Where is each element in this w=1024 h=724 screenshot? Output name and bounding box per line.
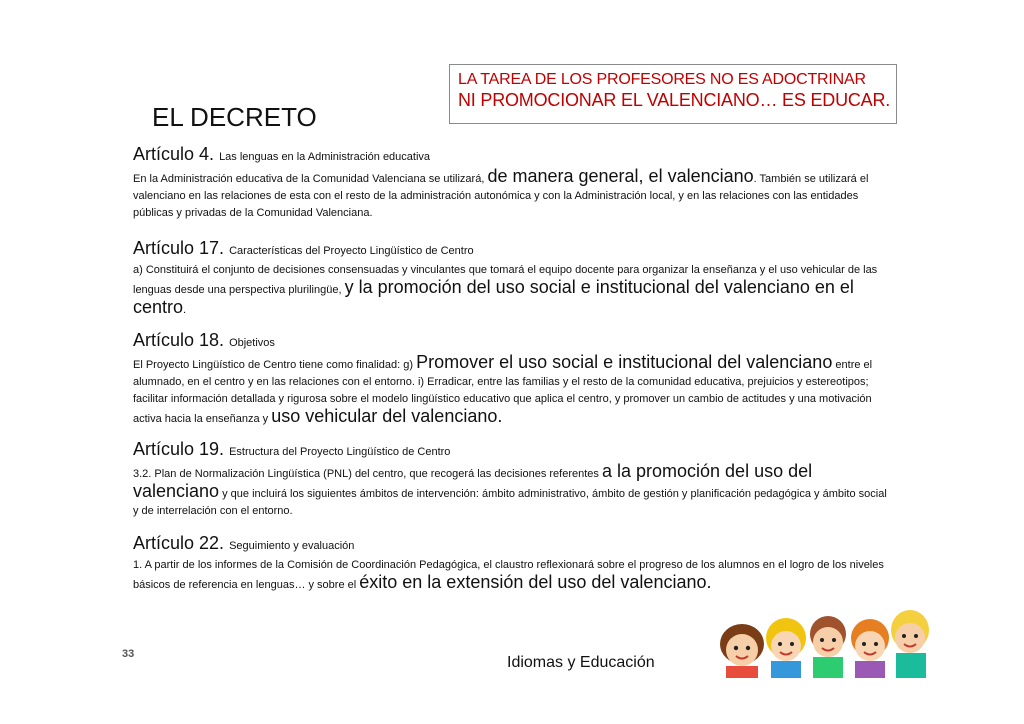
page-number: 33: [122, 648, 135, 660]
article-17: [133, 237, 893, 319]
article-4-highlight: de manera general, el valenciano: [487, 166, 754, 186]
article-17-subtitle: Características del Proyecto Lingüístico de Centro: [229, 245, 474, 257]
decree-articles: [133, 143, 893, 594]
child-3: [810, 616, 846, 678]
article-22-subtitle: Seguimiento y evaluación: [229, 540, 355, 552]
article-19-text-1: 3.2. Plan de Normalización Lingüística (PNL) del centro, que recogerá las decisiones referentes: [133, 468, 599, 480]
article-18-text-2: entre el alumnado, en el centro y en las relaciones con el entorno. i) Erradicar, entre las familias y el resto de la comunidad educativa, prejuicios y estereotipos; facilitar información detallada y rigurosa sobre el modelo lingüístico educativo que aplica el centro, y promover un cambio de actitudes y una motivación activa hacia la enseñanza y: [133, 359, 873, 425]
article-18-highlight-1: Promover el uso social e institucional del valenciano: [416, 352, 833, 372]
callout-box: [449, 64, 897, 124]
article-22-highlight: éxito en la extensión del uso del valenciano.: [359, 572, 712, 592]
article-17-text-2: .: [183, 304, 187, 316]
article-17-highlight: y la promoción del uso social e institucional del valenciano en el centro: [133, 277, 854, 317]
article-22-heading: Artículo 22.: [133, 533, 225, 553]
child-2: [766, 618, 806, 678]
article-17-text-1: a) Constituirá el conjunto de decisiones consensuadas y vinculantes que tomará el equipo docente para organizar la enseñanza y el uso vehicular de las lenguas desde una perspectiva plurilingüe,: [133, 264, 878, 296]
article-18: [133, 329, 893, 428]
article-17-heading: Artículo 17.: [133, 238, 225, 258]
article-19-highlight: a la promoción del uso del valenciano: [133, 461, 813, 501]
child-1: [720, 624, 764, 678]
child-4: [851, 619, 889, 678]
child-5: [891, 610, 929, 678]
article-19-subtitle: Estructura del Proyecto Lingüístico de Centro: [229, 446, 451, 458]
article-22-text-1: 1. A partir de los informes de la Comisión de Coordinación Pedagógica, el claustro reflexionará sobre el progreso de los alumnos en el logro de los niveles básicos de referencia en lenguas… y sobre el: [133, 559, 884, 591]
article-4-subtitle: Las lenguas en la Administración educativa: [219, 151, 431, 163]
article-19-heading: Artículo 19.: [133, 439, 225, 459]
footer-label: Idiomas y Educación: [507, 654, 655, 671]
article-22: [133, 532, 893, 594]
page-title: EL DECRETO: [152, 102, 317, 132]
callout-line-1: LA TAREA DE LOS PROFESORES NO ES ADOCTRINAR: [458, 71, 866, 88]
callout-line-2: NI PROMOCIONAR EL VALENCIANO… ES EDUCAR.: [458, 90, 891, 110]
article-4-text-1: En la Administración educativa de la Comunidad Valenciana se utilizará,: [133, 173, 485, 185]
article-18-text-1: El Proyecto Lingüístico de Centro tiene como finalidad: g): [133, 359, 414, 371]
article-19-text-2: y que incluirá los siguientes ámbitos de intervención: ámbito administrativo, ámbito de gestión y planificación pedagógica y ámbito social y de interrelación con el entorno.: [133, 488, 887, 517]
article-19: [133, 438, 893, 520]
article-18-highlight-2: uso vehicular del valenciano.: [271, 406, 503, 426]
article-18-heading: Artículo 18.: [133, 330, 225, 350]
article-4: [133, 143, 893, 222]
children-illustration: [716, 604, 932, 678]
article-4-heading: Artículo 4.: [133, 144, 215, 164]
article-4-text-2: . También se utilizará el valenciano en las relaciones de esta con el resto de la administración autonómica y con la Administración local, y en las relaciones con las entidades públicas y privadas de la Comunidad Valenciana.: [133, 173, 869, 219]
article-18-subtitle: Objetivos: [229, 337, 275, 349]
